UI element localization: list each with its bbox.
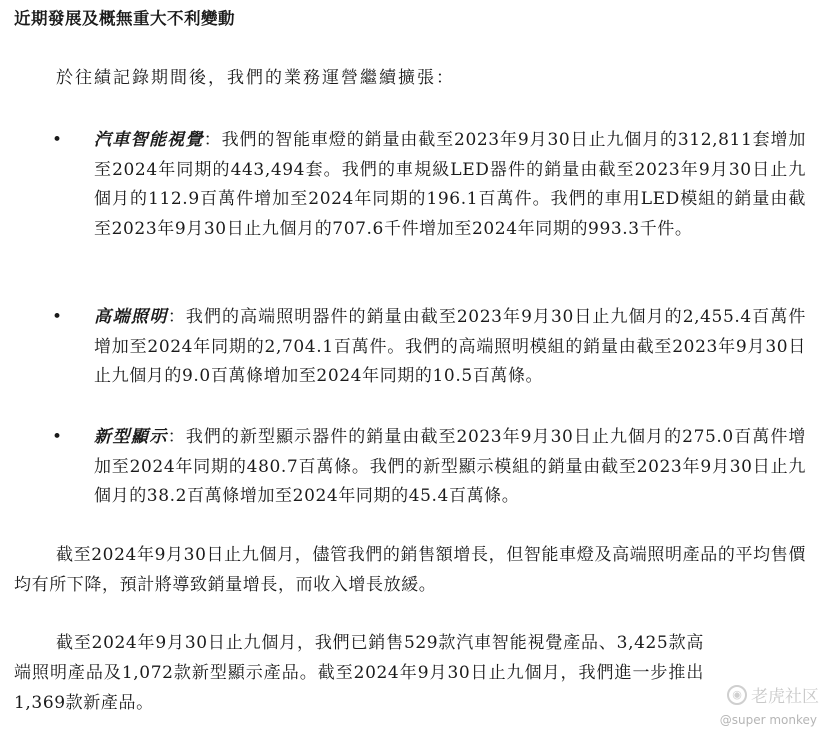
bullet-body [94, 126, 806, 244]
bullet-title: 汽車智能視覺 [94, 130, 204, 150]
bullet-title: 高端照明 [94, 307, 168, 327]
bullet-text: ：我們的高端照明器件的銷量由截至2023年9月30日止九個月的2,455.4百萬件增加至2024年同期的2,704.1百萬件。我們的高端照明模組的銷量由截至2023年9月30日止九個月的9.0百萬條增加至2024年同期的10.5百萬條。 [94, 307, 806, 386]
tiger-logo-icon: ◉ [727, 685, 747, 705]
paragraph-pricing: 截至2024年9月30日止九個月，儘管我們的銷售額增長，但智能車燈及高端照明產品的平均售價均有所下降，預計將導致銷量增長，而收入增長放緩。 [14, 545, 806, 595]
bullet-text: ：我們的智能車燈的銷量由截至2023年9月30日止九個月的312,811套增加至2024年同期的443,494套。我們的車規級LED器件的銷量由截至2023年9月30日止九個月的112.9百萬件增加至2024年同期的196.1百萬件。我們的車用LED模組的銷量由截至2023年9月30日止九個月的707.6千件增加至2024年同期的993.3千件。 [94, 130, 807, 239]
section-heading: 近期發展及概無重大不利變動 [14, 9, 235, 28]
bullet-marker: • [52, 130, 63, 150]
bullet-body [94, 303, 806, 392]
watermark [727, 682, 819, 707]
bullet-text: ：我們的新型顯示器件的銷量由截至2023年9月30日止九個月的275.0百萬件增加至2024年同期的480.7百萬條。我們的新型顯示模組的銷量由截至2023年9月30日止九個月的38.2百萬條增加至2024年同期的45.4百萬條。 [94, 427, 806, 506]
bullet-marker: • [52, 307, 63, 327]
bullet-body [94, 423, 806, 512]
paragraph-products: 截至2024年9月30日止九個月，我們已銷售529款汽車智能視覺產品、3,425款高端照明產品及1,072款新型顯示產品。截至2024年9月30日止九個月，我們進一步推出1,369款新產品。 [14, 633, 704, 713]
watermark-brand: 老虎社区 [751, 687, 819, 707]
bullet-marker: • [52, 427, 63, 447]
intro-text: 於往績記錄期間後，我們的業務運營繼續擴張： [56, 68, 455, 88]
watermark-user: @super monkey [719, 713, 817, 727]
bullet-title: 新型顯示 [94, 427, 168, 447]
